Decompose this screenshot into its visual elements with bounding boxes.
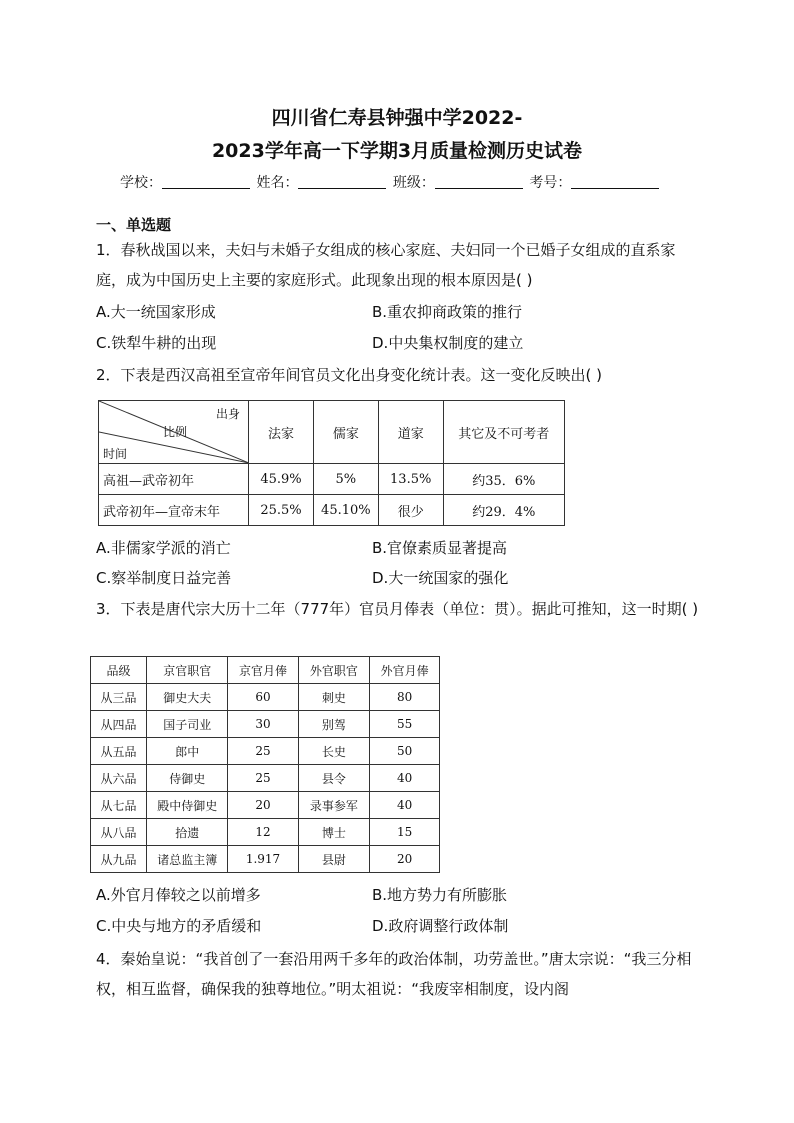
table-cell: 13.5% <box>378 464 443 495</box>
q3-option-a[interactable]: A.外官月俸较之以前增多 <box>96 886 261 904</box>
q1-option-c[interactable]: C.铁犁牛耕的出现 <box>96 334 217 352</box>
corner-label-ratio: 比例 <box>163 425 188 439</box>
table-cell: 80 <box>370 684 440 711</box>
table-cell: 武帝初年—宣帝末年 <box>99 495 249 526</box>
table-cell: 20 <box>370 846 440 873</box>
q2-corner-cell <box>99 401 249 464</box>
question-2-text: 2．下表是西汉高祖至宣帝年间官员文化出身变化统计表。这一变化反映出( ) <box>96 366 603 384</box>
class-label: 班级： <box>392 175 435 191</box>
table-cell: 录事参军 <box>298 792 370 819</box>
table-header: 道家 <box>378 401 443 464</box>
exam-title-line2: 2023学年高一下学期3月质量检测历史试卷 <box>211 140 583 162</box>
table-cell: 从五品 <box>91 738 147 765</box>
table-cell: 40 <box>370 792 440 819</box>
student-info-row <box>120 172 661 192</box>
table-header: 京官月俸 <box>228 657 298 684</box>
table-cell: 从七品 <box>91 792 147 819</box>
exam-title-line1: 四川省仁寿县钟强中学2022- <box>271 107 523 129</box>
table-cell: 拾遗 <box>147 819 228 846</box>
q1-option-b[interactable]: B.重农抑商政策的推行 <box>372 303 523 321</box>
question-4-text: 4．秦始皇说：“我首创了一套沿用两千多年的政治体制，功劳盖世。”唐太宗说：“我三分相权，相互监督，确保我的独尊地位。”明太祖说：“我废宰相制度，设内阁 <box>96 950 692 998</box>
table-cell: 很少 <box>378 495 443 526</box>
table-header: 其它及不可考者 <box>443 401 564 464</box>
corner-label-origin: 出身 <box>216 407 241 421</box>
table-cell: 长史 <box>298 738 370 765</box>
class-blank[interactable] <box>435 174 523 189</box>
table-cell: 从八品 <box>91 819 147 846</box>
table-cell: 博士 <box>298 819 370 846</box>
q2-option-c[interactable]: C.察举制度日益完善 <box>96 569 232 587</box>
name-label: 姓名： <box>256 175 299 191</box>
table-cell: 12 <box>228 819 298 846</box>
table-header: 外官月俸 <box>370 657 440 684</box>
q2-option-a[interactable]: A.非儒家学派的消亡 <box>96 539 231 557</box>
q3-option-d[interactable]: D.政府调整行政体制 <box>372 917 509 935</box>
table-cell: 约29．4% <box>443 495 564 526</box>
q3-option-b[interactable]: B.地方势力有所膨胀 <box>372 886 508 904</box>
table-cell: 诸总监主簿 <box>147 846 228 873</box>
table-cell: 从九品 <box>91 846 147 873</box>
table-cell: 从六品 <box>91 765 147 792</box>
table-cell: 50 <box>370 738 440 765</box>
section-heading: 一、单选题 <box>96 216 172 234</box>
name-blank[interactable] <box>298 174 386 189</box>
table-cell: 45.9% <box>249 464 314 495</box>
question-3-text: 3．下表是唐代宗大历十二年（777年）官员月俸表（单位：贯）。据此可推知，这一时期( ) <box>96 600 699 618</box>
q2-table <box>98 400 565 526</box>
table-cell: 20 <box>228 792 298 819</box>
table-cell: 从三品 <box>91 684 147 711</box>
number-label: 考号： <box>529 175 572 191</box>
table-cell: 侍御史 <box>147 765 228 792</box>
table-cell: 1.917 <box>228 846 298 873</box>
table-cell: 从四品 <box>91 711 147 738</box>
q1-option-a[interactable]: A.大一统国家形成 <box>96 303 216 321</box>
table-header: 外官职官 <box>298 657 370 684</box>
table-cell: 5% <box>313 464 378 495</box>
table-cell: 殿中侍御史 <box>147 792 228 819</box>
q3-option-c[interactable]: C.中央与地方的矛盾缓和 <box>96 917 262 935</box>
table-cell: 高祖—武帝初年 <box>99 464 249 495</box>
table-cell: 60 <box>228 684 298 711</box>
table-cell: 约35．6% <box>443 464 564 495</box>
table-cell: 25 <box>228 738 298 765</box>
corner-label-time: 时间 <box>103 447 128 461</box>
table-cell: 15 <box>370 819 440 846</box>
table-cell: 县令 <box>298 765 370 792</box>
table-cell: 30 <box>228 711 298 738</box>
school-label: 学校： <box>120 175 162 191</box>
table-cell: 郎中 <box>147 738 228 765</box>
table-cell: 刺史 <box>298 684 370 711</box>
table-header: 京官职官 <box>147 657 228 684</box>
table-header: 儒家 <box>313 401 378 464</box>
number-blank[interactable] <box>571 174 659 189</box>
q1-option-d[interactable]: D.中央集权制度的建立 <box>372 334 524 352</box>
table-cell: 55 <box>370 711 440 738</box>
table-header: 法家 <box>249 401 314 464</box>
q3-table <box>90 656 440 873</box>
table-cell: 25.5% <box>249 495 314 526</box>
school-blank[interactable] <box>162 174 250 189</box>
table-cell: 国子司业 <box>147 711 228 738</box>
q2-option-d[interactable]: D.大一统国家的强化 <box>372 569 509 587</box>
table-cell: 25 <box>228 765 298 792</box>
table-cell: 御史大夫 <box>147 684 228 711</box>
q2-option-b[interactable]: B.官僚素质显著提高 <box>372 539 508 557</box>
table-cell: 别驾 <box>298 711 370 738</box>
question-1-text: 1．春秋战国以来，夫妇与未婚子女组成的核心家庭、夫妇同一个已婚子女组成的直系家庭，成为中国历史上主要的家庭形式。此现象出现的根本原因是( ) <box>96 241 676 289</box>
table-cell: 40 <box>370 765 440 792</box>
table-cell: 县尉 <box>298 846 370 873</box>
table-header: 品级 <box>91 657 147 684</box>
table-cell: 45.10% <box>313 495 378 526</box>
